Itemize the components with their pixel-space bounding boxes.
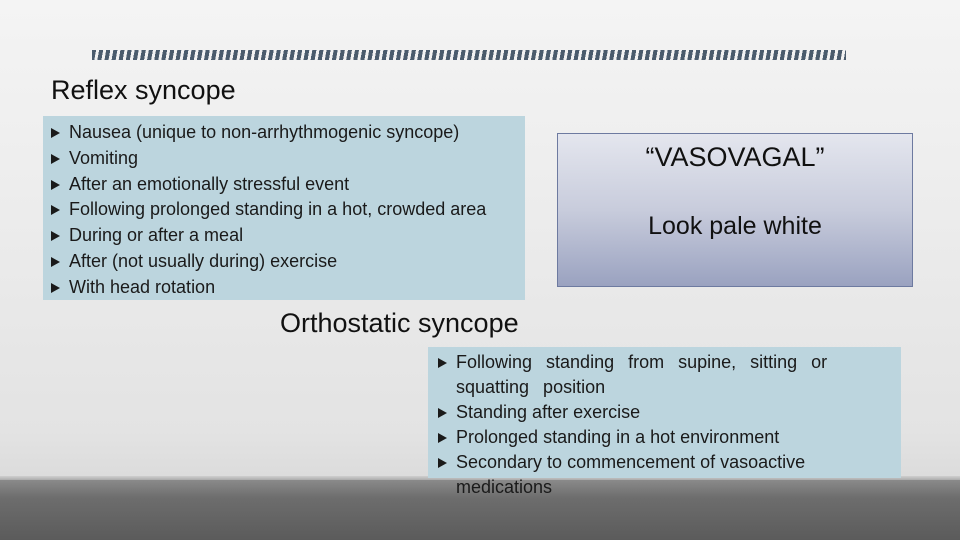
vasovagal-subtitle: Look pale white [648,212,822,240]
triangle-bullet-icon [438,408,447,418]
list-item-text: Following prolonged standing in a hot, crowded area [69,199,487,220]
triangle-bullet-icon [51,231,60,241]
triangle-bullet-icon [51,257,60,267]
list-item [47,223,525,249]
reflex-syncope-list [47,120,525,301]
list-item [434,450,896,500]
list-item [47,249,525,275]
list-item-text: Prolonged standing in a hot environment [456,427,780,447]
reflex-syncope-heading: Reflex syncope [51,75,236,105]
triangle-bullet-icon [51,128,60,138]
list-item [47,120,525,146]
vasovagal-title: “VASOVAGAL” [645,142,825,172]
triangle-bullet-icon [51,154,60,164]
list-item-text: After an emotionally stressful event [69,173,350,194]
list-item [47,172,525,198]
triangle-bullet-icon [51,205,60,215]
list-item [47,275,525,301]
list-item [47,197,525,223]
list-item [47,146,525,172]
reflex-syncope-list-box [43,116,525,300]
decorative-hatch-bar [92,50,846,60]
vasovagal-callout-box [557,133,913,287]
triangle-bullet-icon [438,458,447,468]
orthostatic-syncope-list [434,350,901,500]
list-item-text: With head rotation [69,276,216,297]
list-item-text: Vomiting [69,147,139,168]
list-item-text: Following standing from supine, sitting or squatting position [456,352,828,397]
list-item-text: Secondary to commencement of vasoactive medications [456,452,806,497]
orthostatic-syncope-heading: Orthostatic syncope [280,308,519,338]
triangle-bullet-icon [51,283,60,293]
triangle-bullet-icon [438,358,447,368]
list-item-text: Nausea (unique to non-arrhythmogenic syncope) [69,122,460,142]
list-item [434,425,896,450]
triangle-bullet-icon [438,433,447,443]
list-item [434,350,896,400]
triangle-bullet-icon [51,180,60,190]
list-item-text: After (not usually during) exercise [69,250,338,271]
list-item-text: Standing after exercise [456,402,641,422]
list-item [434,400,896,425]
list-item-text: During or after a meal [69,225,244,246]
orthostatic-syncope-list-box [428,347,901,497]
